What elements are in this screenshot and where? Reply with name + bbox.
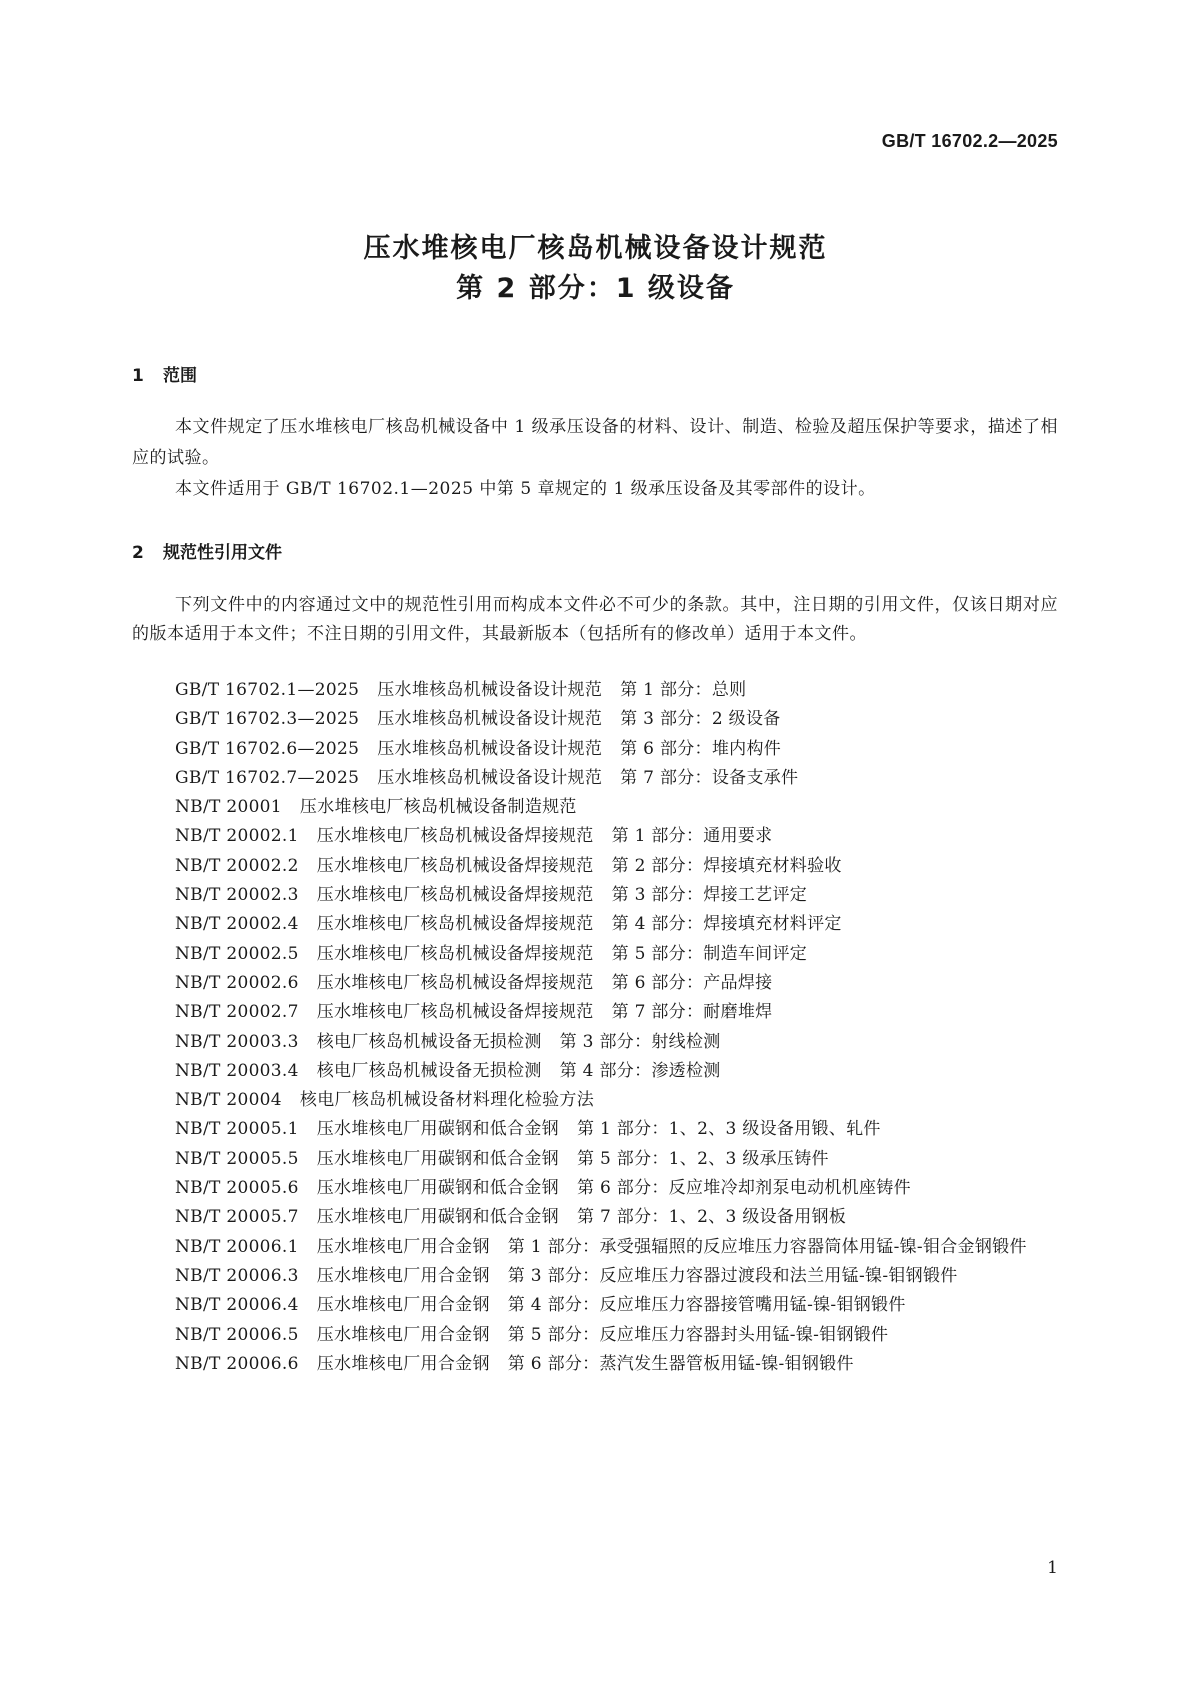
reference-part: 第 7 部分：设备支承件 [620, 767, 799, 788]
reference-code: NB/T 20005.6 [175, 1178, 299, 1199]
reference-title: 核电厂核岛机械设备无损检测 [316, 1060, 542, 1081]
reference-code: GB/T 16702.6—2025 [175, 738, 360, 759]
reference-item [132, 1086, 1058, 1115]
reference-item [132, 910, 1058, 939]
reference-code: NB/T 20002.6 [175, 972, 299, 993]
reference-item [132, 1203, 1058, 1232]
reference-part: 第 1 部分：总则 [620, 680, 747, 700]
reference-part: 第 4 部分：渗透检测 [559, 1060, 721, 1081]
reference-title: 压水堆核电厂核岛机械设备焊接规范 [316, 972, 594, 993]
reference-item [132, 998, 1058, 1027]
reference-item [132, 793, 1058, 822]
scope-paragraph-2: 本文件适用于 GB/T 16702.1—2025 中第 5 章规定的 1 级承压设备及其零部件的设计。 [175, 479, 876, 499]
reference-code: NB/T 20005.7 [175, 1207, 299, 1228]
reference-code: NB/T 20004 [175, 1090, 282, 1111]
reference-code: NB/T 20002.4 [175, 914, 299, 935]
reference-part: 第 6 部分：蒸汽发生器管板用锰-镍-钼钢锻件 [507, 1353, 854, 1374]
reference-code: GB/T 16702.3—2025 [175, 709, 360, 730]
reference-title: 压水堆核电厂核岛机械设备焊接规范 [316, 943, 594, 964]
reference-title: 压水堆核电厂用合金钢 [316, 1236, 490, 1257]
reference-item [132, 1115, 1058, 1144]
reference-title: 压水堆核电厂核岛机械设备焊接规范 [316, 914, 594, 935]
reference-part: 第 7 部分：耐磨堆焊 [611, 1002, 773, 1023]
reference-part: 第 6 部分：堆内构件 [620, 738, 782, 759]
section-number: 2 [132, 543, 144, 563]
section-heading-normative-references [132, 538, 282, 563]
reference-part: 第 4 部分：焊接填充材料评定 [611, 914, 842, 935]
reference-item [132, 940, 1058, 969]
reference-part: 第 5 部分：反应堆压力容器封头用锰-镍-钼钢锻件 [507, 1324, 889, 1345]
reference-part: 第 7 部分：1、2、3 级设备用钢板 [576, 1207, 847, 1228]
section-number: 1 [132, 366, 144, 386]
reference-part: 第 1 部分：通用要求 [611, 826, 773, 847]
reference-item [132, 881, 1058, 910]
reference-item [132, 1262, 1058, 1291]
reference-item [132, 1233, 1058, 1262]
references-intro: 下列文件中的内容通过文中的规范性引用而构成本文件必不可少的条款。其中，注日期的引用文件，仅该日期对应的版本适用于本文件；不注日期的引用文件，其最新版本（包括所有的修改单）适用于本文件。 [132, 595, 1058, 644]
reference-part: 第 2 部分：焊接填充材料验收 [611, 855, 842, 876]
reference-title: 压水堆核电厂用合金钢 [316, 1324, 490, 1345]
reference-title: 压水堆核电厂用合金钢 [316, 1265, 490, 1286]
reference-title: 压水堆核电厂核岛机械设备焊接规范 [316, 1002, 594, 1023]
reference-part: 第 1 部分：1、2、3 级设备用锻、轧件 [576, 1119, 881, 1140]
reference-code: NB/T 20006.6 [175, 1353, 299, 1374]
reference-code: NB/T 20002.2 [175, 855, 299, 876]
reference-title: 压水堆核电厂用合金钢 [316, 1295, 490, 1316]
reference-code: NB/T 20006.5 [175, 1324, 299, 1345]
reference-code: NB/T 20006.4 [175, 1295, 299, 1316]
reference-code: NB/T 20002.7 [175, 1002, 299, 1023]
reference-part: 第 5 部分：1、2、3 级承压铸件 [576, 1148, 829, 1169]
reference-item [132, 1028, 1058, 1057]
reference-code: NB/T 20003.3 [175, 1031, 299, 1052]
reference-title: 压水堆核电厂核岛机械设备焊接规范 [316, 885, 594, 906]
reference-part: 第 3 部分：2 级设备 [620, 709, 781, 730]
reference-code: NB/T 20003.4 [175, 1060, 299, 1081]
reference-item [132, 1321, 1058, 1350]
reference-title: 压水堆核岛机械设备设计规范 [377, 680, 603, 700]
reference-code: NB/T 20001 [175, 797, 282, 818]
scope-paragraph-1: 本文件规定了压水堆核电厂核岛机械设备中 1 级承压设备的材料、设计、制造、检验及超压保护等要求，描述了相应的试验。 [132, 417, 1058, 468]
reference-item [132, 852, 1058, 881]
reference-item [132, 1350, 1058, 1379]
reference-title: 压水堆核电厂用碳钢和低合金钢 [316, 1207, 559, 1228]
reference-code: NB/T 20006.3 [175, 1265, 299, 1286]
reference-part: 第 1 部分：承受强辐照的反应堆压力容器筒体用锰-镍-钼合金钢锻件 [507, 1236, 1027, 1257]
reference-code: GB/T 16702.7—2025 [175, 767, 360, 788]
reference-item [132, 735, 1058, 764]
document-title: 压水堆核电厂核岛机械设备设计规范 [363, 233, 828, 264]
reference-title: 压水堆核电厂用碳钢和低合金钢 [316, 1119, 559, 1140]
reference-item [132, 1174, 1058, 1203]
reference-item [132, 1291, 1058, 1320]
reference-code: NB/T 20002.3 [175, 885, 299, 906]
reference-item [132, 676, 1058, 705]
reference-title: 压水堆核岛机械设备设计规范 [377, 709, 603, 730]
reference-title: 压水堆核岛机械设备设计规范 [377, 767, 603, 788]
reference-title: 压水堆核电厂核岛机械设备制造规范 [299, 797, 577, 818]
reference-part: 第 6 部分：产品焊接 [611, 972, 773, 993]
reference-title: 压水堆核电厂核岛机械设备焊接规范 [316, 855, 594, 876]
reference-title: 压水堆核电厂用合金钢 [316, 1353, 490, 1374]
standard-code: GB/T 16702.2—2025 [881, 131, 1058, 151]
reference-part: 第 4 部分：反应堆压力容器接管嘴用锰-镍-钼钢锻件 [507, 1295, 906, 1316]
reference-item [132, 969, 1058, 998]
section-title: 规范性引用文件 [163, 543, 282, 563]
page-number: 1 [1047, 1558, 1058, 1578]
reference-code: NB/T 20005.1 [175, 1119, 299, 1140]
reference-code: GB/T 16702.1—2025 [175, 680, 360, 700]
reference-title: 核电厂核岛机械设备材料理化检验方法 [299, 1090, 595, 1111]
reference-code: NB/T 20006.1 [175, 1236, 299, 1257]
reference-item [132, 1057, 1058, 1086]
reference-title: 压水堆核电厂用碳钢和低合金钢 [316, 1148, 559, 1169]
reference-item [132, 764, 1058, 793]
document-subtitle: 第 2 部分：1 级设备 [456, 273, 735, 304]
section-heading-scope [132, 361, 197, 386]
reference-code: NB/T 20005.5 [175, 1148, 299, 1169]
reference-part: 第 3 部分：焊接工艺评定 [611, 885, 808, 906]
reference-part: 第 6 部分：反应堆冷却剂泵电动机机座铸件 [576, 1178, 911, 1199]
section-title: 范围 [163, 366, 197, 386]
reference-title: 压水堆核岛机械设备设计规范 [377, 738, 603, 759]
reference-item [132, 822, 1058, 851]
reference-part: 第 3 部分：反应堆压力容器过渡段和法兰用锰-镍-钼钢锻件 [507, 1265, 958, 1286]
reference-item [132, 1145, 1058, 1174]
reference-list [132, 676, 1058, 1379]
reference-code: NB/T 20002.1 [175, 826, 299, 847]
reference-part: 第 3 部分：射线检测 [559, 1031, 721, 1052]
reference-title: 压水堆核电厂用碳钢和低合金钢 [316, 1178, 559, 1199]
reference-title: 压水堆核电厂核岛机械设备焊接规范 [316, 826, 594, 847]
reference-code: NB/T 20002.5 [175, 943, 299, 964]
reference-part: 第 5 部分：制造车间评定 [611, 943, 808, 964]
reference-title: 核电厂核岛机械设备无损检测 [316, 1031, 542, 1052]
reference-item [132, 705, 1058, 734]
